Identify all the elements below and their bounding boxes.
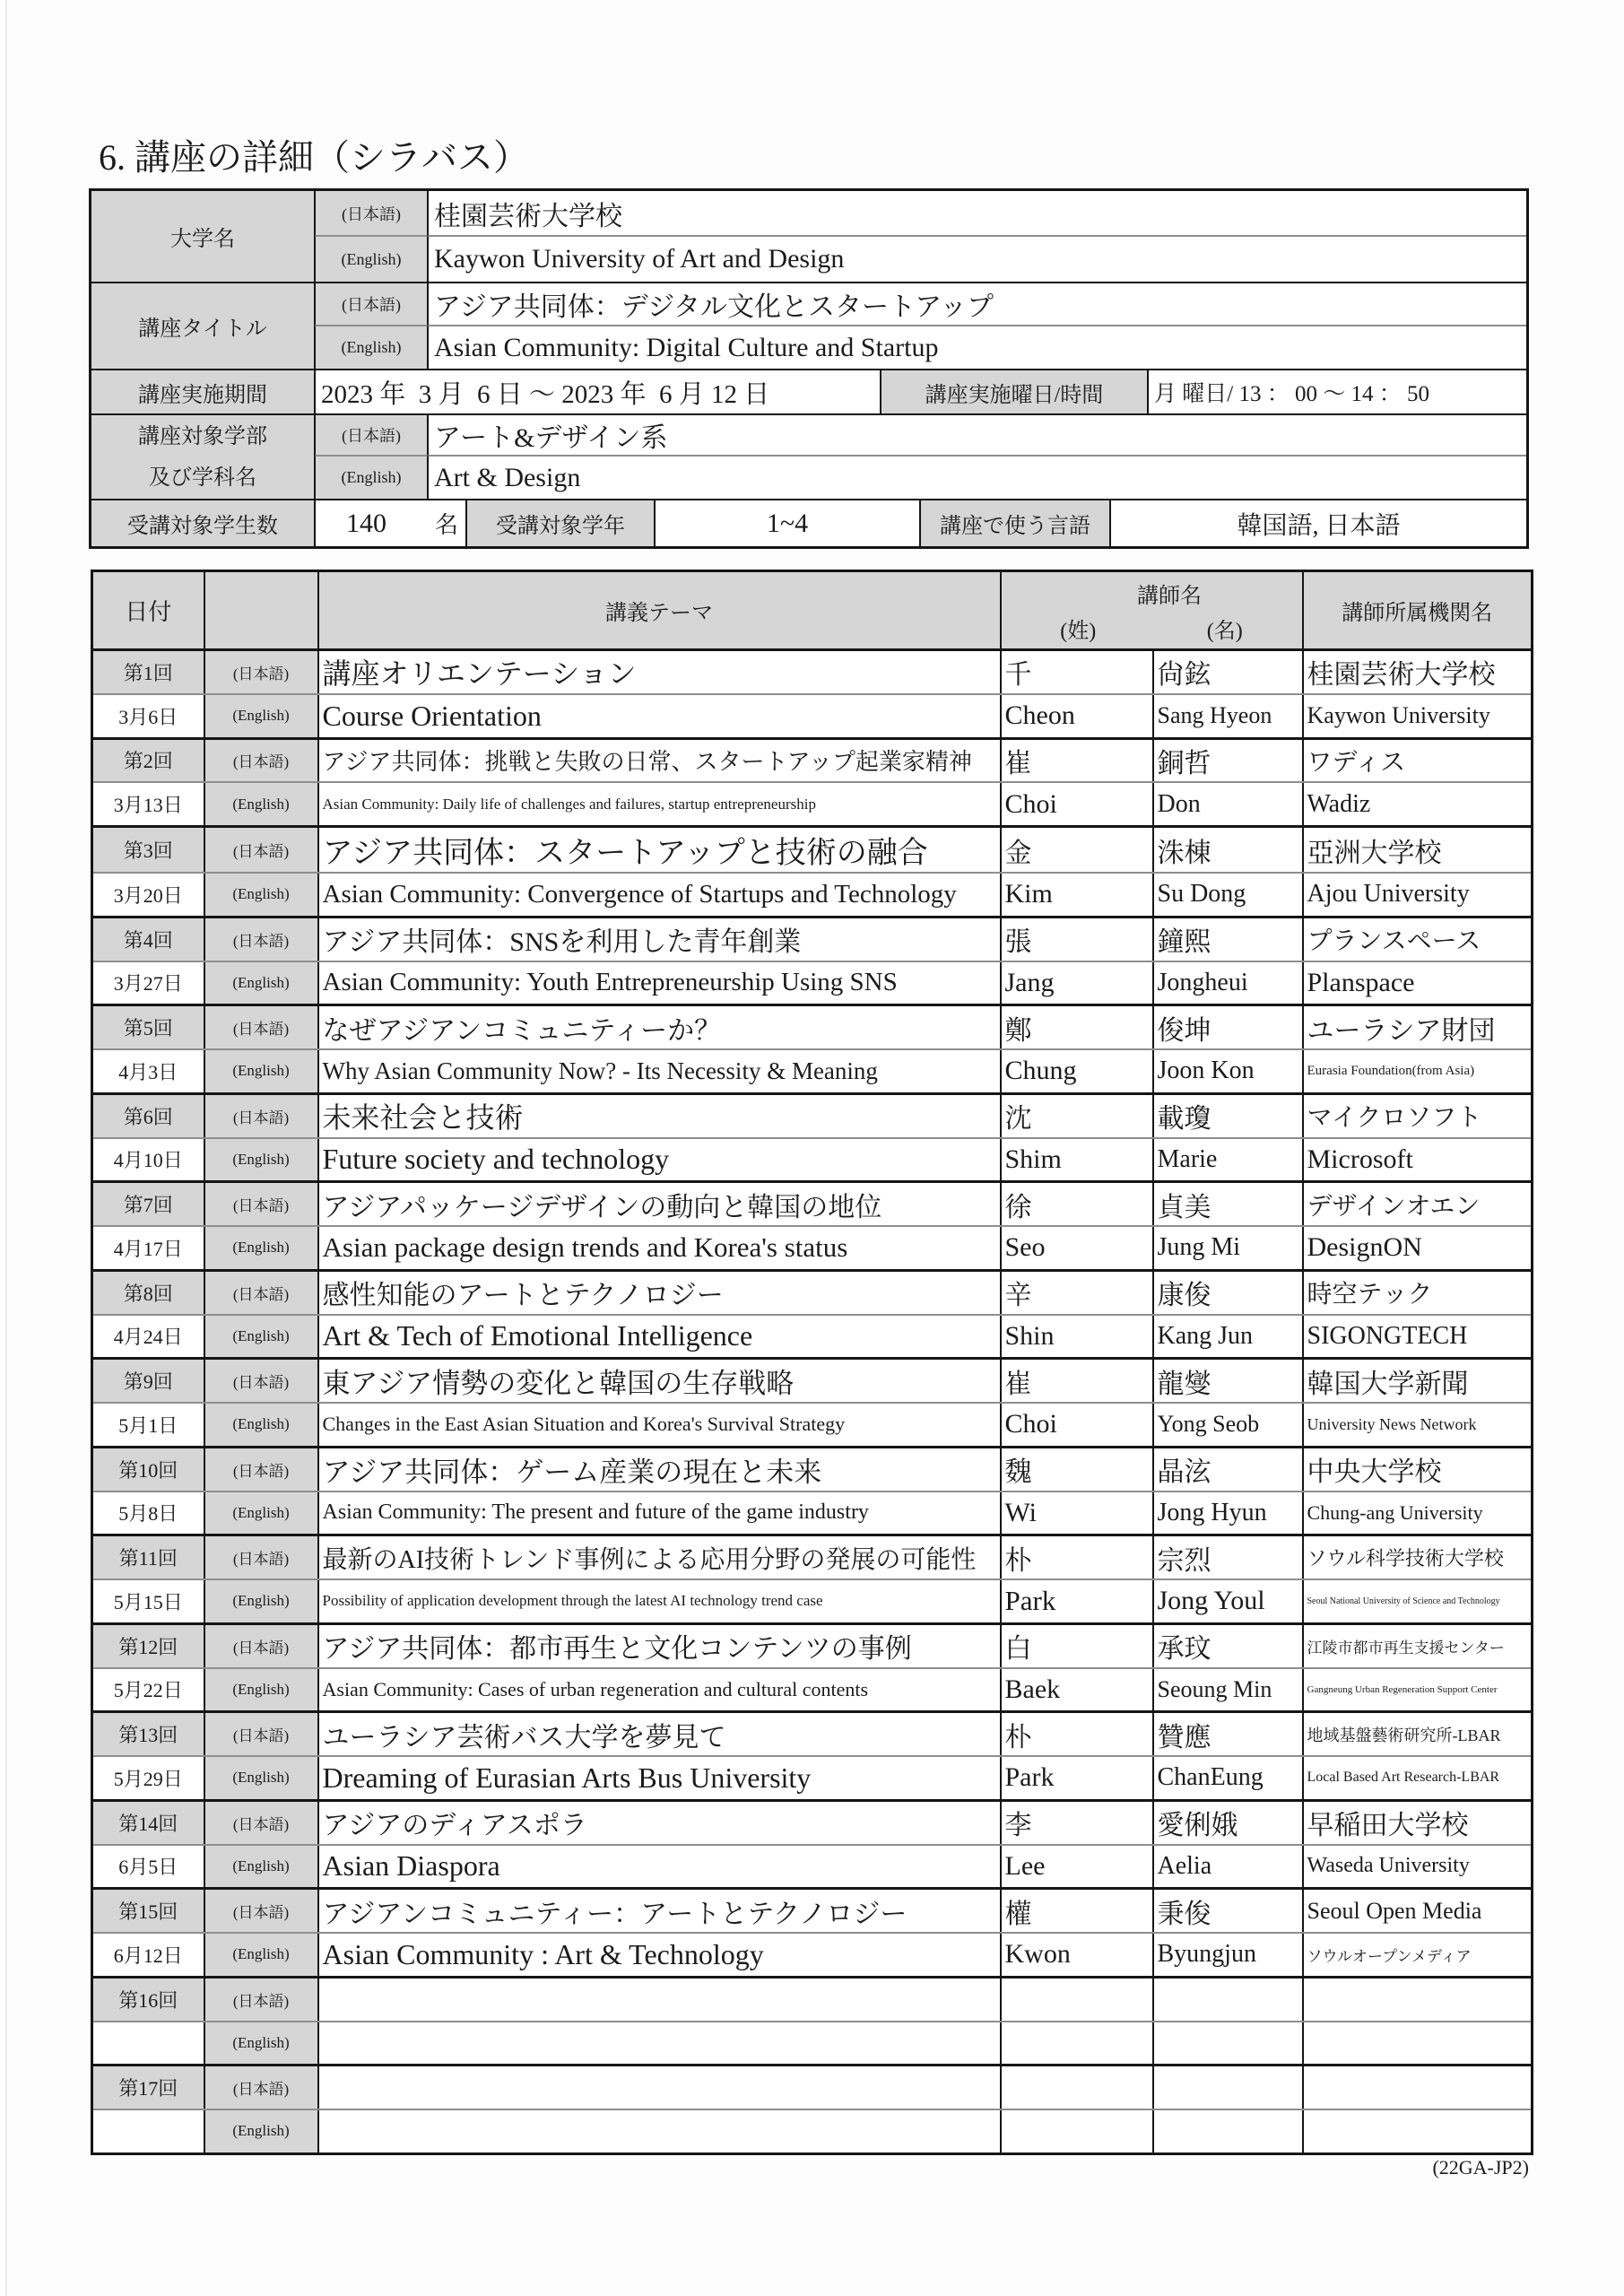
language-value: 韓国語, 日本語 — [1110, 500, 1527, 547]
course-info-table — [91, 190, 1527, 547]
given-name-ja — [1153, 2066, 1303, 2109]
session-row-en — [92, 1845, 1533, 1889]
affiliation-en: Waseda University — [1303, 1845, 1533, 1889]
session-row-ja — [92, 1447, 1533, 1491]
session-row-en — [92, 1492, 1533, 1535]
surname-ja — [1001, 1977, 1153, 2021]
lang-tag-en: (English) — [204, 1403, 318, 1447]
theme-ja: 最新のAI技術トレンド事例による応用分野の発展の可能性 — [318, 1535, 1001, 1579]
session-number: 第5回 — [92, 1005, 204, 1049]
session-row-ja — [92, 827, 1533, 874]
session-row-ja — [92, 2066, 1533, 2109]
lang-tag-en: (English) — [204, 1226, 318, 1270]
lang-tag-ja: (日本語) — [204, 1977, 318, 2021]
surname-en: Chung — [1001, 1049, 1153, 1093]
lang-tag-en: (English) — [315, 236, 428, 283]
session-row-en — [92, 1226, 1533, 1270]
session-row-ja — [92, 738, 1533, 782]
lang-tag-ja: (日本語) — [204, 1535, 318, 1579]
theme-ja: なぜアジアンコミュニティーか？ — [318, 1005, 1001, 1049]
students-value — [315, 500, 466, 547]
surname-ja: 崔 — [1001, 1359, 1153, 1403]
affiliation-ja: 早稲田大学校 — [1303, 1800, 1533, 1844]
surname-ja: 金 — [1001, 827, 1153, 874]
given-name-ja — [1153, 1977, 1303, 2021]
lang-tag-ja: (日本語) — [204, 1447, 318, 1491]
surname-ja: 崔 — [1001, 738, 1153, 782]
theme-en: Asian Community : Art & Technology — [318, 1933, 1001, 1977]
affiliation-ja — [1303, 2066, 1533, 2109]
session-number: 第13回 — [92, 1712, 204, 1756]
session-number: 第7回 — [92, 1182, 204, 1226]
department-label-line1: 講座対象学部 — [138, 424, 267, 448]
session-row-ja — [92, 1182, 1533, 1226]
given-name-en: Jung Mi — [1153, 1226, 1303, 1270]
theme-en: Art & Tech of Emotional Intelligence — [318, 1315, 1001, 1359]
session-row-en — [92, 873, 1533, 917]
affiliation-ja — [1303, 1977, 1533, 2021]
surname-ja: 張 — [1001, 917, 1153, 961]
session-row-ja — [92, 1535, 1533, 1579]
lang-tag-ja: (日本語) — [204, 1270, 318, 1314]
page-title: 6. 講座の詳細（シラバス） — [99, 137, 529, 178]
session-row-en — [92, 961, 1533, 1005]
theme-en: Asian Community: The present and future of the game industry — [318, 1492, 1001, 1535]
table-header-row — [92, 571, 1533, 650]
session-date: 5月15日 — [92, 1579, 204, 1623]
affiliation-ja: ユーラシア財団 — [1303, 1005, 1533, 1049]
session-row-en — [92, 2022, 1533, 2066]
surname-en: Park — [1001, 1756, 1153, 1800]
affiliation-ja: ワディス — [1303, 738, 1533, 782]
surname-en: Wi — [1001, 1492, 1153, 1535]
affiliation-en: SIGONGTECH — [1303, 1315, 1533, 1359]
course-title-ja: アジア共同体：デジタル文化とスタートアップ — [428, 283, 1527, 326]
session-date: 4月10日 — [92, 1138, 204, 1182]
session-date: 4月3日 — [92, 1049, 204, 1093]
lang-tag-en: (English) — [204, 1933, 318, 1977]
affiliation-en: Planspace — [1303, 961, 1533, 1005]
theme-en: Future society and technology — [318, 1138, 1001, 1182]
given-name-ja: 俊坤 — [1153, 1005, 1303, 1049]
affiliation-ja: 韓国大学新聞 — [1303, 1359, 1533, 1403]
surname-ja: 白 — [1001, 1623, 1153, 1667]
affiliation-en: DesignON — [1303, 1226, 1533, 1270]
session-row-en — [92, 1756, 1533, 1800]
session-row-en — [92, 1403, 1533, 1447]
surname-en: Shim — [1001, 1138, 1153, 1182]
surname-en — [1001, 2109, 1153, 2153]
lang-tag-en: (English) — [204, 694, 318, 738]
affiliation-ja: ソウル科学技術大学校 — [1303, 1535, 1533, 1579]
affiliation-en: Chung-ang University — [1303, 1492, 1533, 1535]
lang-tag-ja: (日本語) — [315, 190, 428, 236]
theme-ja: アジア共同体：スタートアップと技術の融合 — [318, 827, 1001, 874]
header-given-name: (名) — [1206, 619, 1243, 643]
session-number: 第6回 — [92, 1093, 204, 1137]
session-row-ja — [92, 917, 1533, 961]
surname-ja: 朴 — [1001, 1712, 1153, 1756]
affiliation-en: Wadiz — [1303, 782, 1533, 826]
session-date: 3月20日 — [92, 873, 204, 917]
lang-tag-en: (English) — [204, 2022, 318, 2066]
theme-ja: アジア共同体：SNSを利用した青年創業 — [318, 917, 1001, 961]
lang-tag-ja: (日本語) — [204, 917, 318, 961]
theme-ja: アジア共同体：挑戦と失敗の日常、スタートアップ起業家精神 — [318, 738, 1001, 782]
session-number: 第15回 — [92, 1889, 204, 1933]
given-name-ja: 愛俐娥 — [1153, 1800, 1303, 1844]
surname-en: Baek — [1001, 1668, 1153, 1712]
session-number: 第16回 — [92, 1977, 204, 2021]
lang-tag-ja: (日本語) — [204, 827, 318, 874]
header-surname: (姓) — [1060, 619, 1097, 643]
given-name-ja: 龍燮 — [1153, 1359, 1303, 1403]
theme-en: Course Orientation — [318, 694, 1001, 738]
given-name-ja: 鐘熙 — [1153, 917, 1303, 961]
lang-tag-ja: (日本語) — [204, 738, 318, 782]
session-row-en — [92, 694, 1533, 738]
session-row-ja — [92, 1800, 1533, 1844]
given-name-en: Aelia — [1153, 1845, 1303, 1889]
given-name-en: Seoung Min — [1153, 1668, 1303, 1712]
given-name-en: Jong Hyun — [1153, 1492, 1303, 1535]
session-row-ja — [92, 1712, 1533, 1756]
affiliation-en: Ajou University — [1303, 873, 1533, 917]
surname-ja: 李 — [1001, 1800, 1153, 1844]
surname-en: Choi — [1001, 1403, 1153, 1447]
affiliation-en — [1303, 2109, 1533, 2153]
university-name-en: Kaywon University of Art and Design — [428, 236, 1527, 283]
session-row-en — [92, 1049, 1533, 1093]
given-name-ja: 宗烈 — [1153, 1535, 1303, 1579]
given-name-en: Jongheui — [1153, 961, 1303, 1005]
surname-ja: 魏 — [1001, 1447, 1153, 1491]
session-number: 第12回 — [92, 1623, 204, 1667]
given-name-ja: 秉俊 — [1153, 1889, 1303, 1933]
session-number: 第8回 — [92, 1270, 204, 1314]
affiliation-ja: 桂園芸術大学校 — [1303, 650, 1533, 694]
students-count: 140 — [346, 508, 386, 538]
target-year-value: 1~4 — [655, 500, 920, 547]
lang-tag-en: (English) — [204, 1756, 318, 1800]
session-date: 3月6日 — [92, 694, 204, 738]
session-row-ja — [92, 1977, 1533, 2021]
surname-ja: 千 — [1001, 650, 1153, 694]
scan-edge — [5, 0, 7, 2296]
affiliation-en: Eurasia Foundation(from Asia) — [1303, 1049, 1533, 1093]
affiliation-en: Seoul National University of Science and Technology — [1303, 1579, 1533, 1623]
theme-en — [318, 2022, 1001, 2066]
period-label: 講座実施期間 — [91, 370, 315, 414]
lang-tag-ja: (日本語) — [315, 414, 428, 456]
session-row-en — [92, 1315, 1533, 1359]
theme-ja: 講座オリエンテーション — [318, 650, 1001, 694]
theme-en: Why Asian Community Now? - Its Necessity & Meaning — [318, 1049, 1001, 1093]
given-name-ja: 銅哲 — [1153, 738, 1303, 782]
lang-tag-ja: (日本語) — [204, 1623, 318, 1667]
weekday-time-label: 講座実施曜日/時間 — [881, 370, 1148, 414]
department-label — [91, 414, 315, 500]
lang-tag-ja: (日本語) — [204, 1712, 318, 1756]
affiliation-ja: マイクロソフト — [1303, 1093, 1533, 1137]
session-number: 第11回 — [92, 1535, 204, 1579]
theme-en: Asian Community: Cases of urban regeneration and cultural contents — [318, 1668, 1001, 1712]
session-date: 3月13日 — [92, 782, 204, 826]
given-name-en: Sang Hyeon — [1153, 694, 1303, 738]
course-title-label: 講座タイトル — [91, 283, 315, 370]
given-name-ja: 承玟 — [1153, 1623, 1303, 1667]
university-label: 大学名 — [91, 190, 315, 283]
theme-ja: 東アジア情勢の変化と韓国の生存戦略 — [318, 1359, 1001, 1403]
session-date: 6月5日 — [92, 1845, 204, 1889]
session-number: 第14回 — [92, 1800, 204, 1844]
session-date: 5月29日 — [92, 1756, 204, 1800]
lang-tag-en: (English) — [204, 1049, 318, 1093]
surname-ja: 沈 — [1001, 1093, 1153, 1137]
session-row-en — [92, 1579, 1533, 1623]
given-name-en — [1153, 2022, 1303, 2066]
session-row-en — [92, 2109, 1533, 2153]
given-name-en: Jong Youl — [1153, 1579, 1303, 1623]
given-name-en: Joon Kon — [1153, 1049, 1303, 1093]
theme-en: Dreaming of Eurasian Arts Bus University — [318, 1756, 1001, 1800]
theme-en: Changes in the East Asian Situation and Korea's Survival Strategy — [318, 1403, 1001, 1447]
given-name-en: ChanEung — [1153, 1756, 1303, 1800]
lang-tag-en: (English) — [315, 326, 428, 370]
given-name-ja: 載瓊 — [1153, 1093, 1303, 1137]
lang-tag-ja: (日本語) — [204, 1889, 318, 1933]
lang-tag-en: (English) — [204, 961, 318, 1005]
surname-ja: 辛 — [1001, 1270, 1153, 1314]
lecture-schedule-table — [91, 570, 1533, 2155]
affiliation-ja: 江陵市都市再生支援センター — [1303, 1623, 1533, 1667]
surname-en — [1001, 2022, 1153, 2066]
surname-en: Park — [1001, 1579, 1153, 1623]
affiliation-en: Microsoft — [1303, 1138, 1533, 1182]
affiliation-en — [1303, 2022, 1533, 2066]
given-name-en: Kang Jun — [1153, 1315, 1303, 1359]
language-label: 講座で使う言語 — [920, 500, 1110, 547]
given-name-ja: 晶泫 — [1153, 1447, 1303, 1491]
affiliation-ja: 時空テック — [1303, 1270, 1533, 1314]
session-number: 第3回 — [92, 827, 204, 874]
target-year-label: 受講対象学年 — [466, 500, 655, 547]
theme-en: Asian Community: Youth Entrepreneurship Using SNS — [318, 961, 1001, 1005]
surname-en: Cheon — [1001, 694, 1153, 738]
session-number: 第17回 — [92, 2066, 204, 2109]
affiliation-ja: Seoul Open Media — [1303, 1889, 1533, 1933]
given-name-ja: 貞美 — [1153, 1182, 1303, 1226]
lang-tag-en: (English) — [204, 1492, 318, 1535]
session-date: 5月1日 — [92, 1403, 204, 1447]
theme-en: Asian Community: Convergence of Startups and Technology — [318, 873, 1001, 917]
session-row-ja — [92, 1623, 1533, 1667]
theme-ja: アジアパッケージデザインの動向と韓国の地位 — [318, 1182, 1001, 1226]
lang-tag-ja: (日本語) — [204, 1005, 318, 1049]
department-label-line2: 及び学科名 — [149, 465, 256, 490]
theme-en: Asian Diaspora — [318, 1845, 1001, 1889]
surname-en: Shin — [1001, 1315, 1153, 1359]
given-name-ja: 洙棟 — [1153, 827, 1303, 874]
surname-ja: 朴 — [1001, 1535, 1153, 1579]
lang-tag-en: (English) — [204, 873, 318, 917]
theme-ja — [318, 1977, 1001, 2021]
given-name-en: Yong Seob — [1153, 1403, 1303, 1447]
session-number: 第9回 — [92, 1359, 204, 1403]
surname-en: Jang — [1001, 961, 1153, 1005]
surname-ja: 鄭 — [1001, 1005, 1153, 1049]
header-theme: 講義テーマ — [318, 571, 1001, 650]
lang-tag-ja: (日本語) — [315, 283, 428, 326]
session-number: 第1回 — [92, 650, 204, 694]
session-number: 第4回 — [92, 917, 204, 961]
department-en: Art & Design — [428, 456, 1527, 500]
surname-en: Kwon — [1001, 1933, 1153, 1977]
theme-en: Possibility of application development through the latest AI technology trend case — [318, 1579, 1001, 1623]
session-date — [92, 2022, 204, 2066]
affiliation-ja: プランスペース — [1303, 917, 1533, 961]
theme-ja: 未来社会と技術 — [318, 1093, 1001, 1137]
lang-tag-en: (English) — [204, 1579, 318, 1623]
course-title-en: Asian Community: Digital Culture and Startup — [428, 326, 1527, 370]
lang-tag-en: (English) — [204, 1138, 318, 1182]
lang-tag-en: (English) — [204, 1845, 318, 1889]
surname-en: Seo — [1001, 1226, 1153, 1270]
given-name-en: Don — [1153, 782, 1303, 826]
theme-ja: アジアのディアスポラ — [318, 1800, 1001, 1844]
session-row-ja — [92, 1093, 1533, 1137]
session-date: 6月12日 — [92, 1933, 204, 1977]
affiliation-en: ソウルオープンメディア — [1303, 1933, 1533, 1977]
session-date: 3月27日 — [92, 961, 204, 1005]
surname-en: Choi — [1001, 782, 1153, 826]
affiliation-ja: 地域基盤藝術研究所-LBAR — [1303, 1712, 1533, 1756]
given-name-ja: 贊應 — [1153, 1712, 1303, 1756]
session-row-en — [92, 1668, 1533, 1712]
session-row-ja — [92, 650, 1533, 694]
weekday-time-value: 月 曜日/ 13 ： 00 ～ 14 ： 50 — [1148, 370, 1527, 414]
theme-en — [318, 2109, 1001, 2153]
lang-tag-en: (English) — [315, 456, 428, 500]
surname-en: Lee — [1001, 1845, 1153, 1889]
affiliation-ja: 中央大学校 — [1303, 1447, 1533, 1491]
surname-ja — [1001, 2066, 1153, 2109]
form-code: (22GA-JP2) — [1432, 2156, 1529, 2179]
theme-ja: アジア共同体：ゲーム産業の現在と未来 — [318, 1447, 1001, 1491]
lang-tag-en: (English) — [204, 1668, 318, 1712]
session-row-en — [92, 782, 1533, 826]
affiliation-ja: 亞洲大学校 — [1303, 827, 1533, 874]
lang-tag-ja: (日本語) — [204, 2066, 318, 2109]
header-lang — [204, 571, 318, 650]
surname-ja: 權 — [1001, 1889, 1153, 1933]
students-unit: 名 — [434, 512, 458, 538]
affiliation-ja: デザインオエン — [1303, 1182, 1533, 1226]
lang-tag-en: (English) — [204, 1315, 318, 1359]
given-name-en — [1153, 2109, 1303, 2153]
session-date: 4月17日 — [92, 1226, 204, 1270]
lang-tag-ja: (日本語) — [204, 650, 318, 694]
affiliation-en: Gangneung Urban Regeneration Support Center — [1303, 1668, 1533, 1712]
session-row-ja — [92, 1889, 1533, 1933]
given-name-ja: 康俊 — [1153, 1270, 1303, 1314]
surname-en: Kim — [1001, 873, 1153, 917]
affiliation-en: Kaywon University — [1303, 694, 1533, 738]
theme-ja: アジアンコミュニティー：アートとテクノロジー — [318, 1889, 1001, 1933]
period-value: 2023 年 3 月 6 日 ～ 2023 年 6 月 12 日 — [315, 370, 881, 414]
affiliation-en: Local Based Art Research-LBAR — [1303, 1756, 1533, 1800]
session-row-ja — [92, 1359, 1533, 1403]
lang-tag-ja: (日本語) — [204, 1093, 318, 1137]
header-date: 日付 — [92, 571, 204, 650]
lang-tag-ja: (日本語) — [204, 1800, 318, 1844]
theme-en: Asian package design trends and Korea's status — [318, 1226, 1001, 1270]
given-name-en: Marie — [1153, 1138, 1303, 1182]
given-name-en: Su Dong — [1153, 873, 1303, 917]
theme-ja: ユーラシア芸術バス大学を夢見て — [318, 1712, 1001, 1756]
session-number: 第10回 — [92, 1447, 204, 1491]
session-row-ja — [92, 1270, 1533, 1314]
theme-ja: 感性知能のアートとテクノロジー — [318, 1270, 1001, 1314]
header-instructor — [1001, 571, 1303, 650]
lang-tag-ja: (日本語) — [204, 1359, 318, 1403]
surname-ja: 徐 — [1001, 1182, 1153, 1226]
given-name-en: Byungjun — [1153, 1933, 1303, 1977]
header-instructor-label: 講師名 — [1137, 584, 1202, 608]
session-date: 4月24日 — [92, 1315, 204, 1359]
theme-ja — [318, 2066, 1001, 2109]
session-date: 5月22日 — [92, 1668, 204, 1712]
session-date — [92, 2109, 204, 2153]
university-name-ja: 桂園芸術大学校 — [428, 190, 1527, 236]
lang-tag-en: (English) — [204, 2109, 318, 2153]
lang-tag-en: (English) — [204, 782, 318, 826]
lang-tag-ja: (日本語) — [204, 1182, 318, 1226]
session-row-ja — [92, 1005, 1533, 1049]
department-ja: アート&デザイン系 — [428, 414, 1527, 456]
affiliation-en: University News Network — [1303, 1403, 1533, 1447]
session-date: 5月8日 — [92, 1492, 204, 1535]
given-name-ja: 尙鉉 — [1153, 650, 1303, 694]
session-row-en — [92, 1933, 1533, 1977]
header-affiliation: 講師所属機関名 — [1303, 571, 1533, 650]
session-row-en — [92, 1138, 1533, 1182]
students-label: 受講対象学生数 — [91, 500, 315, 547]
session-number: 第2回 — [92, 738, 204, 782]
theme-en: Asian Community: Daily life of challenges and failures, startup entrepreneurship — [318, 782, 1001, 826]
theme-ja: アジア共同体：都市再生と文化コンテンツの事例 — [318, 1623, 1001, 1667]
